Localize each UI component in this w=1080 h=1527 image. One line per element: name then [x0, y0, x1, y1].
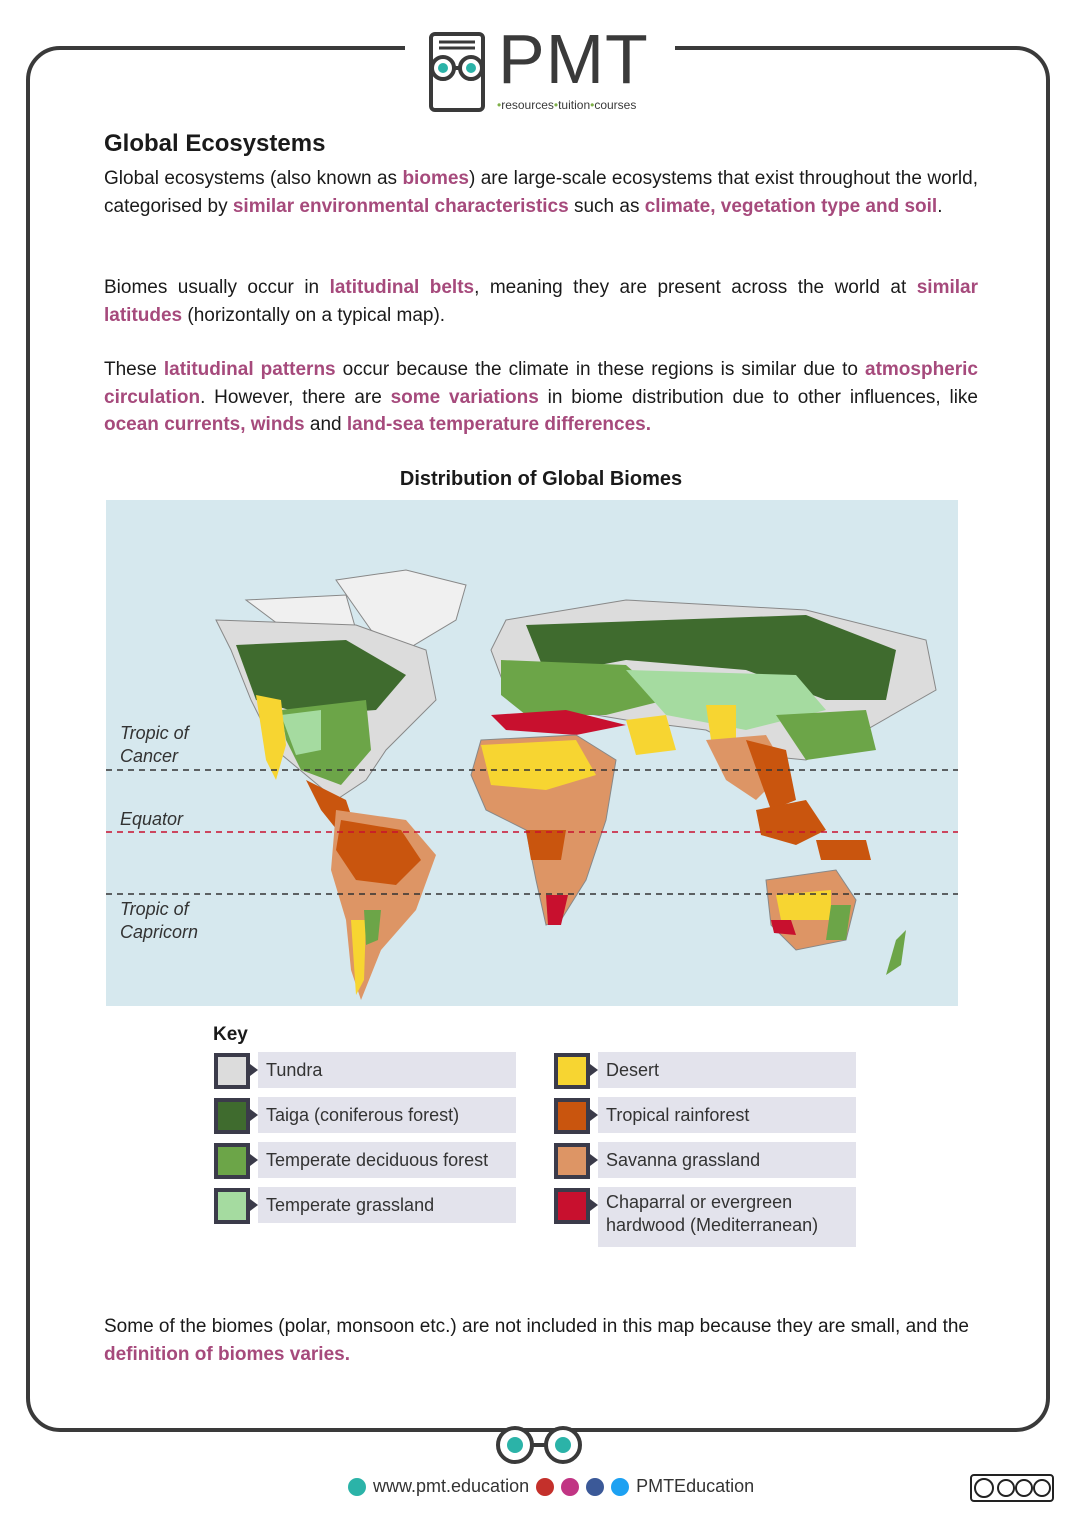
glasses-icon — [493, 1425, 585, 1465]
key-swatch — [214, 1143, 250, 1179]
page-title: Global Ecosystems — [104, 130, 326, 157]
key-swatch — [554, 1188, 590, 1224]
key-title: Key — [213, 1024, 248, 1045]
key-swatch — [554, 1143, 590, 1179]
key-item-temperate-grassland: Temperate grassland — [214, 1187, 516, 1223]
paragraph-intro: Global ecosystems (also known as biomes) are large-scale ecosystems that exist throughout the world, categorised by similar environmental characteristics such as climate, vegetation type and soil. — [104, 168, 978, 217]
key-item-temperate-deciduous: Temperate deciduous forest — [214, 1142, 516, 1178]
youtube-icon — [536, 1478, 554, 1496]
logo-subtitle: •resources•tuition•courses — [497, 98, 637, 112]
key-item-savanna: Savanna grassland — [554, 1142, 856, 1178]
biome-map — [106, 500, 958, 1006]
key-item-tundra: Tundra — [214, 1052, 516, 1088]
tropic-of-cancer-label: Tropic of Cancer — [120, 723, 189, 766]
creative-commons-badge-icon — [970, 1474, 1054, 1502]
key-swatch — [554, 1053, 590, 1089]
tropic-of-capricorn-label: Tropic of Capricorn — [120, 899, 199, 942]
key-item-tropical-rainforest: Tropical rainforest — [554, 1097, 856, 1133]
instagram-icon — [561, 1478, 579, 1496]
logo-text: PMT — [498, 20, 649, 98]
footer-social[interactable]: PMTEducation — [536, 1476, 754, 1497]
key-swatch — [214, 1098, 250, 1134]
footer-website[interactable]: www.pmt.education — [348, 1476, 529, 1497]
twitter-icon — [611, 1478, 629, 1496]
world-map-illustration — [106, 500, 958, 1006]
map-title: Distribution of Global Biomes — [399, 468, 683, 490]
facebook-icon — [586, 1478, 604, 1496]
key-swatch — [554, 1098, 590, 1134]
cursor-icon — [348, 1478, 366, 1496]
paragraph-patterns: These latitudinal patterns occur because the climate in these regions is similar due to atmospheric circulation. However, there are some variations in biome distribution due to other influences, like ocean currents, winds and land-sea temperature differences. — [104, 359, 978, 435]
equator-label: Equator — [120, 809, 184, 829]
key-swatch — [214, 1188, 250, 1224]
paragraph-note: Some of the biomes (polar, monsoon etc.) are not included in this map because they are small, and the definition of biomes varies. — [104, 1316, 969, 1365]
key-swatch — [214, 1053, 250, 1089]
key-item-desert: Desert — [554, 1052, 856, 1088]
paragraph-belts: Biomes usually occur in latitudinal belts, meaning they are present across the world at similar latitudes (horizontally on a typical map). — [104, 277, 978, 326]
key-item-chaparral: Chaparral or evergreen hardwood (Mediterranean) — [554, 1187, 856, 1247]
key-item-taiga: Taiga (coniferous forest) — [214, 1097, 516, 1133]
